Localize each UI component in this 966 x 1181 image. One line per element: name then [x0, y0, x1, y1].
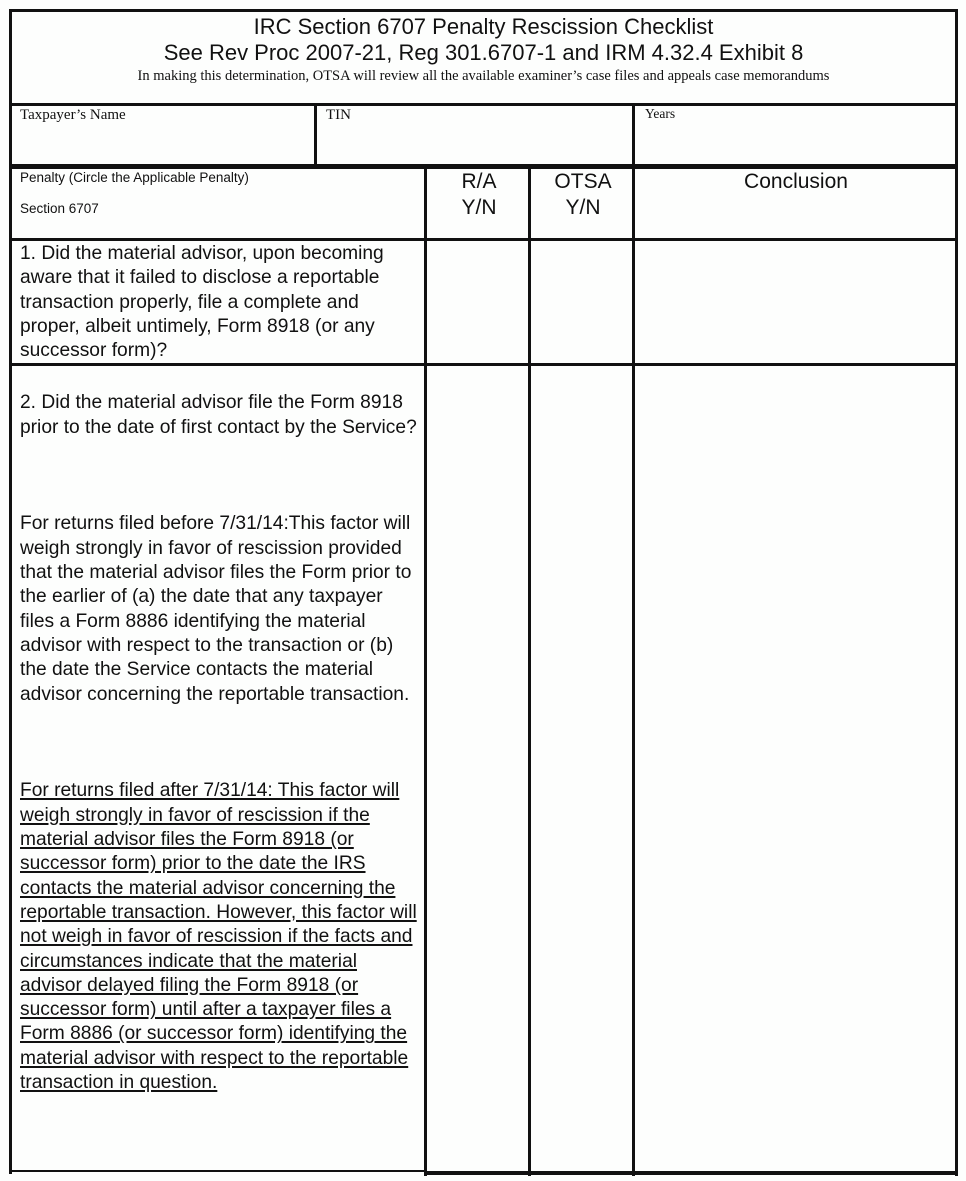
question-1-text: 1. Did the material advisor, upon becoming aware that it failed to disclose a reportable transaction properly, file a complete and proper, albeit untimely, Form 8918 (or any successor form)? [20, 243, 384, 362]
question-2-text: 2. Did the material advisor file the Form 8918 prior to the date of first contact by the Service? [20, 392, 417, 438]
question-2-note-after: For returns filed after 7/31/14: This factor will weigh strongly in favor of rescission if the material advisor files the Form 8918 (or successor form) prior to the date the IRS contacts the material advisor concerning the reportable transaction. However, this factor will not weigh in favor of rescission if the facts and circumstances indicate that the material advisor delayed filing the Form 8918 (or successor form) until after a taxpayer files a Form 8886 (or successor form) identifying the material advisor with respect to the reportable transaction in question. [20, 780, 417, 1094]
border-bottom-left [9, 1170, 427, 1172]
taxpayer-name-label: Taxpayer’s Name [20, 107, 126, 123]
conclusion-header-label: Conclusion [744, 170, 848, 193]
ra-header-line2: Y/N [461, 196, 497, 219]
ra-header-line1: R/A [461, 170, 497, 193]
question-2-conclusion[interactable] [635, 366, 955, 1171]
penalty-header-cell [12, 167, 424, 239]
border-bottom-right [424, 1171, 958, 1175]
years-field[interactable] [635, 106, 955, 166]
border-left [9, 164, 12, 1174]
tin-field[interactable] [317, 106, 632, 166]
tin-label: TIN [326, 107, 351, 123]
question-1-otsa-answer[interactable] [531, 241, 632, 363]
penalty-section: Section 6707 [20, 201, 99, 216]
otsa-header-line1: OTSA [554, 170, 612, 193]
form-references: See Rev Proc 2007-21, Reg 301.6707-1 and IRM 4.32.4 Exhibit 8 [163, 40, 804, 65]
question-1-ra-answer[interactable] [427, 241, 528, 363]
question-2-otsa-answer[interactable] [531, 366, 632, 1171]
penalty-label: Penalty (Circle the Applicable Penalty) [20, 170, 249, 185]
conclusion-column-header [636, 169, 956, 195]
form-title: IRC Section 6707 Penalty Rescission Checklist [253, 14, 714, 39]
years-label: Years [645, 106, 676, 121]
ra-column-header [428, 169, 530, 221]
otsa-header-line2: Y/N [565, 196, 601, 219]
question-2-ra-answer[interactable] [427, 366, 528, 1171]
checklist-header [9, 9, 958, 106]
border-right [955, 164, 958, 1176]
question-2-note-before: For returns filed before 7/31/14:This factor will weigh strongly in favor of rescission provided that the material advisor files the Form prior to the earlier of (a) the date that any taxpayer files a Form 8886 identifying the material advisor with respect to the transaction or (b) the date the Service contacts the material advisor concerning the reportable transaction. [20, 513, 412, 705]
taxpayer-name-field[interactable] [12, 106, 314, 166]
review-note: In making this determination, OTSA will review all the available examiner’s case files and appeals case memorandums [137, 68, 830, 84]
otsa-column-header [532, 169, 634, 221]
question-1-conclusion[interactable] [635, 241, 955, 363]
question-2-cell [20, 367, 422, 1120]
